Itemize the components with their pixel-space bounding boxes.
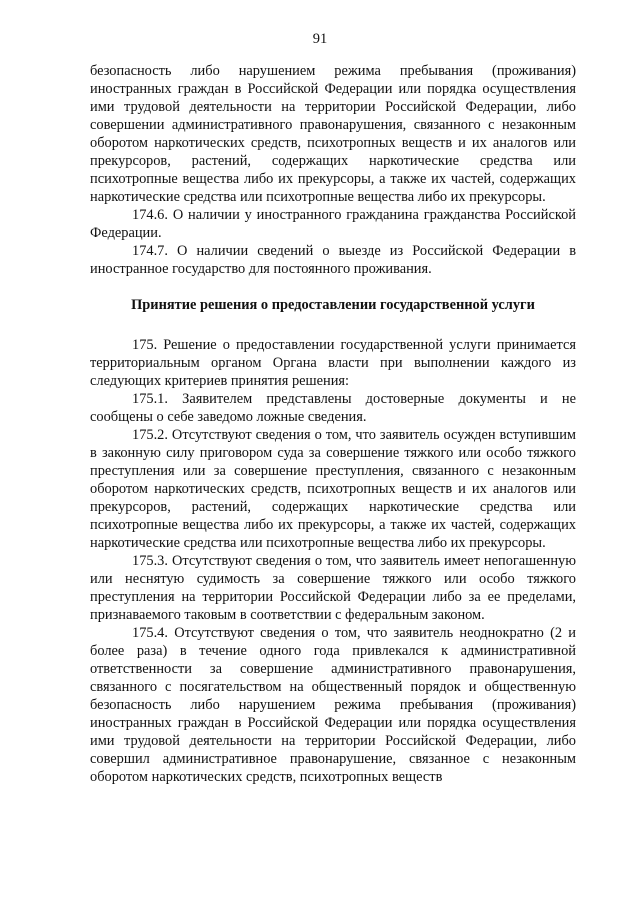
paragraph-175-4: 175.4. Отсутствуют сведения о том, что заявитель неоднократно (2 и более раза) в течение одного года привлекался к административной ответственности за совершение административного правонарушения, связанного с посягательством на общественный порядок и общественную безопасность либо нарушением режима пребывания (проживания) иностранных граждан в Российской Федерации или порядка осуществления ими трудовой деятельности на территории Российской Федерации, либо совершил административное правонарушение, связанное с незаконным оборотом наркотических средств, психотропных веществ [90, 625, 576, 785]
paragraph-175-2: 175.2. Отсутствуют сведения о том, что заявитель осужден вступившим в законную силу приговором суда за совершение тяжкого или особо тяжкого преступления или за совершение преступления, связанного с незаконным оборотом наркотических средств, психотропных веществ и их аналогов или прекурсоров, растений, содержащих наркотические средства или психотропные вещества либо их прекурсоры, а также их частей, содержащих наркотические средства или психотропные вещества либо их прекурсоры. [90, 427, 576, 551]
section-heading: Принятие решения о предоставлении государственной услуги [131, 297, 535, 313]
paragraph-175: 175. Решение о предоставлении государственной услуги принимается территориальным органом Органа власти при выполнении каждого из следующих критериев принятия решения: [90, 337, 576, 389]
paragraph-175-1: 175.1. Заявителем представлены достоверные документы и не сообщены о себе заведомо ложные сведения. [90, 391, 576, 425]
document-body [90, 62, 576, 786]
paragraph-174-7: 174.7. О наличии сведений о выезде из Российской Федерации в иностранное государство для постоянного проживания. [90, 243, 576, 277]
paragraph-174-6: 174.6. О наличии у иностранного гражданина гражданства Российской Федерации. [90, 207, 576, 241]
paragraph-continuation: безопасность либо нарушением режима пребывания (проживания) иностранных граждан в Российской Федерации или порядка осуществления ими трудовой деятельности на территории Российской Федерации, либо совершении административного правонарушения, связанного с незаконным оборотом наркотических средств, психотропных веществ и их аналогов или прекурсоров, растений, содержащих наркотические средства или психотропные вещества либо их прекурсоры, а также их частей, содержащих наркотические средства или психотропные вещества либо их прекурсоры. [90, 63, 576, 205]
page-number: 91 [312, 31, 328, 47]
paragraph-175-3: 175.3. Отсутствуют сведения о том, что заявитель имеет непогашенную или неснятую судимость за совершение тяжкого или особо тяжкого преступления на территории Российской Федерации либо за ее пределами, признаваемого таковым в соответствии с федеральным законом. [90, 553, 576, 623]
